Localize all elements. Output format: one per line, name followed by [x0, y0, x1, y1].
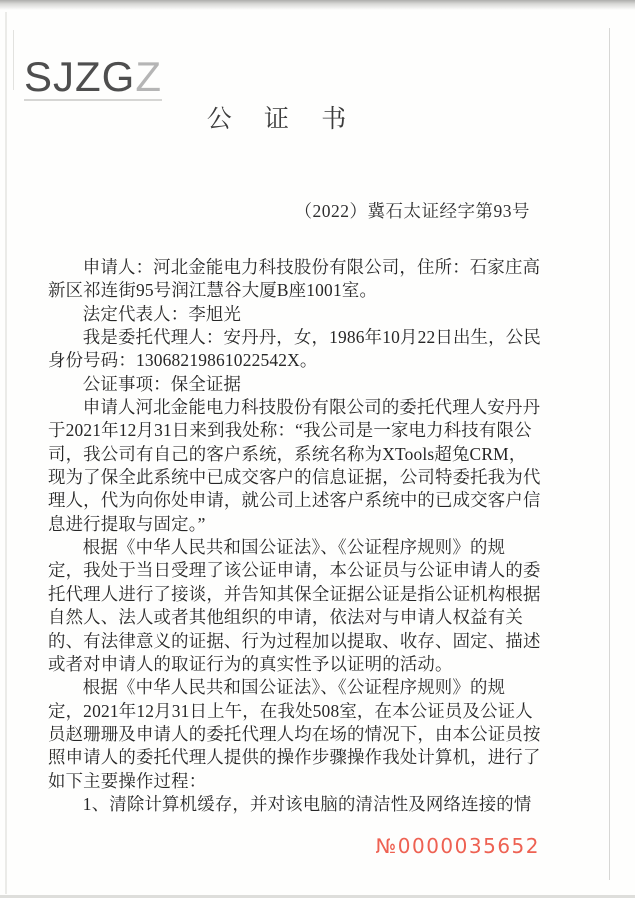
body-line: 新区祁连街95号润江慧谷大厦B座1001室。	[48, 280, 378, 301]
body-line: 照申请人的委托代理人提供的操作步骤操作我处计算机，进行了	[48, 747, 541, 768]
body-line: 我是委托代理人：安丹丹，女，1986年10月22日出生，公民	[82, 327, 541, 348]
body-line: 或者对申请人的取证行为的真实性予以证明的活动。	[48, 653, 453, 674]
body-line: 息进行提取与固定。”	[48, 513, 206, 534]
watermark-faded: Z	[135, 53, 162, 100]
body-line: 根据《中华人民共和国公证法》、《公证程序规则》的规	[82, 677, 506, 698]
body-line: 员赵珊珊及申请人的委托代理人均在场的情况下，由本公证员按	[48, 723, 541, 744]
body-line: 的、有法律意义的证据、行为过程加以提取、收存、固定、描述	[48, 630, 541, 651]
body-line: 申请人：河北金能电力科技股份有限公司，住所：石家庄高	[82, 257, 541, 277]
watermark-main: SJZG	[24, 53, 136, 100]
scan-edge-left-inner	[13, 30, 14, 90]
body-line: 理人，代为向你处申请，就公司上述客户系统中的已成交客户信	[48, 490, 541, 511]
scan-edge-left	[5, 12, 7, 894]
scan-edge-top	[0, 0, 635, 10]
body-line: 申请人河北金能电力科技股份有限公司的委托代理人安丹丹	[82, 397, 541, 418]
body-line: 身份号码：13068219861022542X。	[48, 350, 318, 371]
body-line: 1、清除计算机缓存，并对该电脑的清洁性及网络连接的情	[82, 793, 532, 814]
body-line: 定，2021年12月31日上午，在我处508室，在本公证员及公证人	[48, 700, 533, 721]
body-line: 如下主要操作过程：	[48, 770, 207, 791]
body-line: 现为了保全此系统中已成交客户的信息证据，公司特委托我为代	[48, 467, 541, 488]
body-line: 定，我处于当日受理了该公证申请，本公证员与公证申请人的委	[48, 560, 541, 581]
scan-edge-right	[609, 28, 610, 880]
body-line: 自然人、法人或者其他组织的申请，依法对与申请人权益有关	[48, 607, 523, 628]
body-line: 公证事项：保全证据	[82, 373, 242, 394]
document-reference-number: （2022）冀石太证经字第93号	[294, 201, 530, 221]
body-line: 根据《中华人民共和国公证法》、《公证程序规则》的规	[82, 537, 506, 558]
body-line: 于2021年12月31日来到我处称：“我公司是一家电力科技有限公	[48, 420, 532, 441]
watermark-stamp	[24, 53, 162, 101]
body-line: 司，我公司有自己的客户系统，系统名称为XTools超兔CRM，	[48, 443, 527, 464]
page-title: 公 证 书	[206, 106, 360, 133]
body-line: 法定代表人：李旭光	[82, 303, 242, 324]
body-line: 托代理人进行了接谈，并告知其保全证据公证是指公证机构根据	[48, 583, 541, 604]
document-body	[48, 256, 554, 816]
serial-number-stamp: №0000035652	[375, 834, 540, 858]
